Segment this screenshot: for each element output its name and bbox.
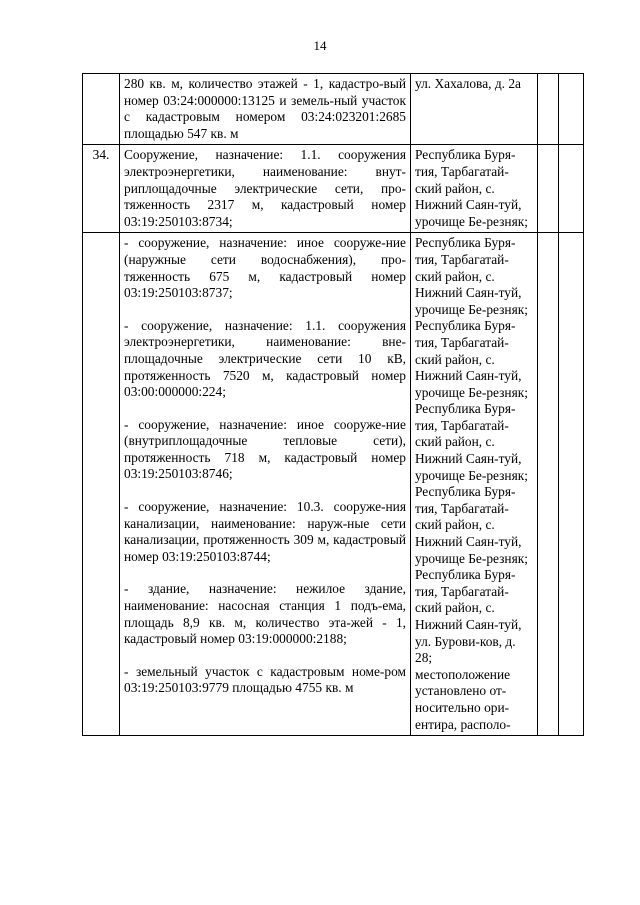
table-row	[83, 145, 584, 233]
address-paragraph: Республика Буря-тия, Тарбагатай-ский район, с. Нижний Саян-туй, урочище Бе-резняк;	[415, 484, 528, 566]
object-address	[411, 74, 538, 145]
description-paragraph: - сооружение, назначение: иное сооруже-ние (внутриплощадочные тепловые сети), протяженность 718 м, кадастровый номер 03:19:250103:8746;	[124, 416, 406, 482]
address-paragraph: Республика Буря-тия, Тарбагатай-ский район, с. Нижний Саян-туй, урочище Бе-резняк;	[415, 318, 528, 400]
object-description	[120, 233, 411, 736]
table-row	[83, 233, 584, 736]
address-paragraph: местоположение установлено от-носительно ори-ентира, располо-	[415, 666, 511, 732]
description-paragraph: 280 кв. м, количество этажей - 1, кадастро-вый номер 03:24:000000:13125 и земель-ный участок с кадастровым номером 03:24:023201:2685 площадью 547 кв. м	[124, 76, 406, 141]
empty-cell	[559, 74, 584, 145]
empty-cell	[559, 145, 584, 233]
description-paragraph: - сооружение, назначение: 10.3. сооруже-ния канализации, наименование: наруж-ные сети канализации, протяженность 309 м, кадастровый номер 03:19:250103:8744;	[124, 499, 406, 564]
object-description	[120, 145, 411, 233]
row-number: 34.	[83, 145, 120, 233]
address-paragraph: Республика Буря-тия, Тарбагатай-ский район, с. Нижний Саян-туй, урочище Бе-резняк;	[415, 147, 528, 229]
empty-cell	[538, 233, 559, 736]
empty-cell	[559, 233, 584, 736]
address-paragraph: ул. Хахалова, д. 2а	[415, 76, 521, 91]
object-description	[120, 74, 411, 145]
description-paragraph: - земельный участок с кадастровым номе-ром 03:19:250103:9779 площадью 4755 кв. м	[124, 663, 406, 696]
row-number	[83, 233, 120, 736]
description-paragraph: Сооружение, назначение: 1.1. сооружения электроэнергетики, наименование: внут-риплощадочные электрические сети, про-тяженность 2317 м, кадастровый номер 03:19:250103:8734;	[124, 147, 406, 229]
address-paragraph: Республика Буря-тия, Тарбагатай-ский район, с. Нижний Саян-туй, урочище Бе-резняк;	[415, 401, 528, 483]
page-number: 14	[313, 38, 327, 53]
description-paragraph: - сооружение, назначение: 1.1. сооружения электроэнергетики, наименование: вне-площадочные электрические сети 10 кВ, протяженность 7520 м, кадастровый номер 03:00:000000:224;	[124, 317, 406, 400]
property-table	[82, 73, 584, 736]
empty-cell	[538, 145, 559, 233]
address-paragraph: Республика Буря-тия, Тарбагатай-ский район, с. Нижний Саян-туй, ул. Бурови-ков, д. 28;	[415, 567, 522, 666]
description-paragraph: - здание, назначение: нежилое здание, наименование: насосная станция 1 подъ-ема, площадь 8,9 кв. м, количество эта-жей - 1, кадастровый номер 03:19:000000:2188;	[124, 581, 406, 647]
address-paragraph: Республика Буря-тия, Тарбагатай-ский район, с. Нижний Саян-туй, урочище Бе-резняк;	[415, 235, 528, 317]
empty-cell	[538, 74, 559, 145]
description-paragraph: - сооружение, назначение: иное сооруже-ние (наружные сети водоснабжения), про-тяженность 675 м, кадастровый номер 03:19:250103:8737;	[124, 235, 406, 301]
object-address	[411, 233, 538, 736]
row-number	[83, 74, 120, 145]
object-address	[411, 145, 538, 233]
table-row	[83, 74, 584, 145]
